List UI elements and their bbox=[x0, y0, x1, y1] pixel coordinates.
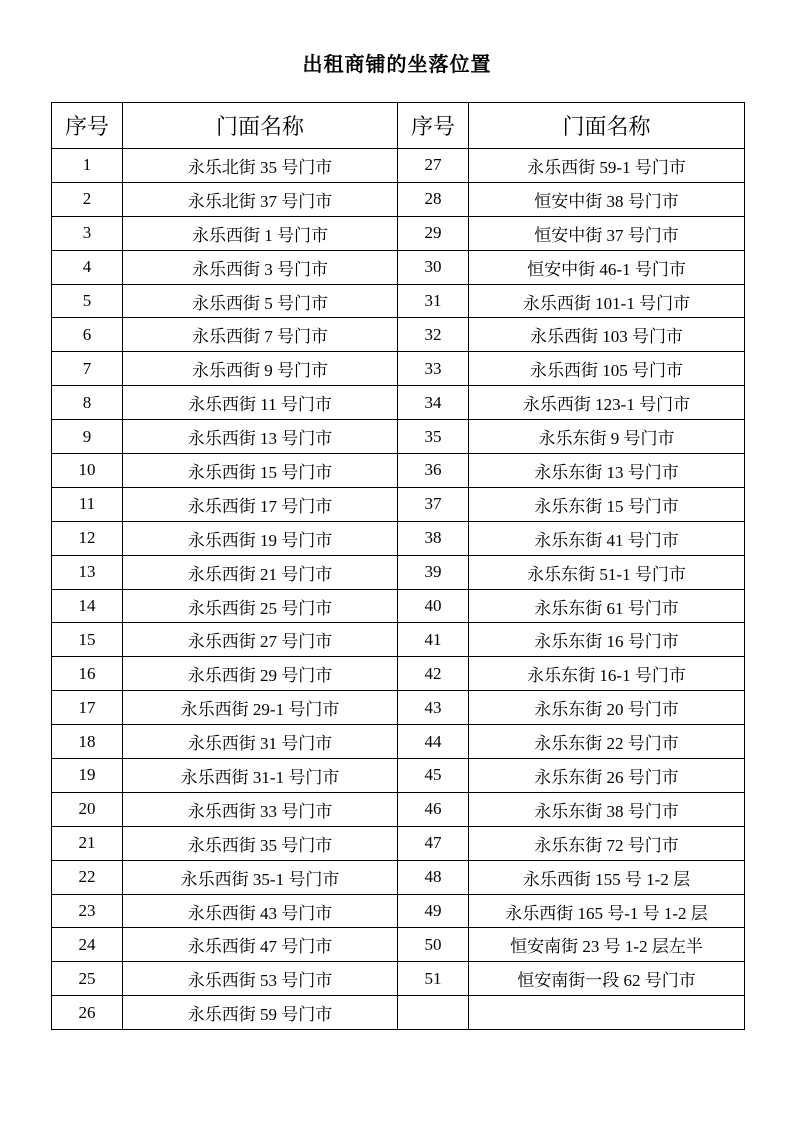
left-seq-cell: 14 bbox=[52, 589, 123, 623]
table-row bbox=[52, 182, 745, 216]
right-shop-name-cell: 永乐西街 105 号门市 bbox=[469, 352, 745, 386]
left-seq-cell: 18 bbox=[52, 725, 123, 759]
left-seq-cell: 4 bbox=[52, 250, 123, 284]
right-shop-name-cell: 永乐东街 61 号门市 bbox=[469, 589, 745, 623]
right-shop-name-cell: 永乐西街 59-1 号门市 bbox=[469, 149, 745, 183]
right-seq-cell: 32 bbox=[398, 318, 469, 352]
table-row bbox=[52, 149, 745, 183]
left-shop-name-cell: 永乐西街 21 号门市 bbox=[123, 555, 398, 589]
right-seq-cell: 30 bbox=[398, 250, 469, 284]
left-seq-cell: 22 bbox=[52, 860, 123, 894]
right-seq-cell: 49 bbox=[398, 894, 469, 928]
left-seq-cell: 6 bbox=[52, 318, 123, 352]
left-seq-cell: 23 bbox=[52, 894, 123, 928]
header-name-right: 门面名称 bbox=[469, 103, 745, 149]
left-seq-cell: 17 bbox=[52, 691, 123, 725]
left-shop-name-cell: 永乐西街 31-1 号门市 bbox=[123, 759, 398, 793]
table-row bbox=[52, 792, 745, 826]
left-shop-name-cell: 永乐西街 25 号门市 bbox=[123, 589, 398, 623]
table-row bbox=[52, 928, 745, 962]
right-seq-cell: 43 bbox=[398, 691, 469, 725]
right-shop-name-cell: 恒安南街一段 62 号门市 bbox=[469, 962, 745, 996]
left-shop-name-cell: 永乐西街 59 号门市 bbox=[123, 996, 398, 1030]
right-seq-cell: 29 bbox=[398, 216, 469, 250]
left-shop-name-cell: 永乐西街 47 号门市 bbox=[123, 928, 398, 962]
left-seq-cell: 19 bbox=[52, 759, 123, 793]
right-seq-cell: 34 bbox=[398, 386, 469, 420]
left-shop-name-cell: 永乐西街 17 号门市 bbox=[123, 487, 398, 521]
left-shop-name-cell: 永乐西街 5 号门市 bbox=[123, 284, 398, 318]
header-seq-left: 序号 bbox=[52, 103, 123, 149]
left-shop-name-cell: 永乐西街 15 号门市 bbox=[123, 454, 398, 488]
left-seq-cell: 7 bbox=[52, 352, 123, 386]
right-seq-cell: 33 bbox=[398, 352, 469, 386]
header-name-left: 门面名称 bbox=[123, 103, 398, 149]
right-shop-name-cell: 永乐东街 16 号门市 bbox=[469, 623, 745, 657]
left-seq-cell: 24 bbox=[52, 928, 123, 962]
left-seq-cell: 10 bbox=[52, 454, 123, 488]
left-seq-cell: 26 bbox=[52, 996, 123, 1030]
right-shop-name-cell: 永乐东街 26 号门市 bbox=[469, 759, 745, 793]
left-shop-name-cell: 永乐西街 43 号门市 bbox=[123, 894, 398, 928]
table-row bbox=[52, 962, 745, 996]
left-seq-cell: 13 bbox=[52, 555, 123, 589]
left-seq-cell: 11 bbox=[52, 487, 123, 521]
right-seq-cell: 37 bbox=[398, 487, 469, 521]
right-shop-name-cell: 永乐东街 38 号门市 bbox=[469, 792, 745, 826]
table-row bbox=[52, 759, 745, 793]
table-row bbox=[52, 521, 745, 555]
left-shop-name-cell: 永乐西街 33 号门市 bbox=[123, 792, 398, 826]
left-seq-cell: 8 bbox=[52, 386, 123, 420]
right-shop-name-cell: 永乐西街 101-1 号门市 bbox=[469, 284, 745, 318]
right-seq-cell: 36 bbox=[398, 454, 469, 488]
right-shop-name-cell: 永乐东街 15 号门市 bbox=[469, 487, 745, 521]
right-seq-cell: 48 bbox=[398, 860, 469, 894]
right-seq-cell: 42 bbox=[398, 657, 469, 691]
right-shop-name-cell: 永乐东街 72 号门市 bbox=[469, 826, 745, 860]
left-shop-name-cell: 永乐西街 1 号门市 bbox=[123, 216, 398, 250]
left-shop-name-cell: 永乐北街 35 号门市 bbox=[123, 149, 398, 183]
left-shop-name-cell: 永乐西街 29 号门市 bbox=[123, 657, 398, 691]
header-seq-right: 序号 bbox=[398, 103, 469, 149]
left-seq-cell: 16 bbox=[52, 657, 123, 691]
right-shop-name-cell: 恒安南街 23 号 1-2 层左半 bbox=[469, 928, 745, 962]
left-shop-name-cell: 永乐西街 27 号门市 bbox=[123, 623, 398, 657]
right-seq-cell: 28 bbox=[398, 182, 469, 216]
table-row bbox=[52, 657, 745, 691]
right-shop-name-cell: 永乐东街 51-1 号门市 bbox=[469, 555, 745, 589]
left-shop-name-cell: 永乐西街 9 号门市 bbox=[123, 352, 398, 386]
right-seq-cell: 35 bbox=[398, 420, 469, 454]
right-seq-cell: 51 bbox=[398, 962, 469, 996]
right-shop-name-cell: 永乐西街 123-1 号门市 bbox=[469, 386, 745, 420]
right-seq-cell: 47 bbox=[398, 826, 469, 860]
left-seq-cell: 12 bbox=[52, 521, 123, 555]
right-seq-cell: 27 bbox=[398, 149, 469, 183]
table-row bbox=[52, 250, 745, 284]
table-row bbox=[52, 623, 745, 657]
table-row bbox=[52, 826, 745, 860]
right-shop-name-cell: 恒安中街 46-1 号门市 bbox=[469, 250, 745, 284]
right-shop-name-cell: 永乐东街 9 号门市 bbox=[469, 420, 745, 454]
table-row bbox=[52, 216, 745, 250]
left-shop-name-cell: 永乐西街 11 号门市 bbox=[123, 386, 398, 420]
left-shop-name-cell: 永乐西街 53 号门市 bbox=[123, 962, 398, 996]
table-header-row bbox=[52, 103, 745, 149]
table-row bbox=[52, 318, 745, 352]
right-shop-name-cell: 永乐东街 41 号门市 bbox=[469, 521, 745, 555]
right-shop-name-cell: 永乐东街 16-1 号门市 bbox=[469, 657, 745, 691]
table-row bbox=[52, 487, 745, 521]
table-row bbox=[52, 996, 745, 1030]
right-seq-cell: 38 bbox=[398, 521, 469, 555]
table-row bbox=[52, 555, 745, 589]
left-seq-cell: 2 bbox=[52, 182, 123, 216]
left-seq-cell: 21 bbox=[52, 826, 123, 860]
right-shop-name-cell: 永乐西街 103 号门市 bbox=[469, 318, 745, 352]
table-row bbox=[52, 691, 745, 725]
left-seq-cell: 15 bbox=[52, 623, 123, 657]
left-seq-cell: 25 bbox=[52, 962, 123, 996]
left-shop-name-cell: 永乐西街 7 号门市 bbox=[123, 318, 398, 352]
right-seq-cell: 31 bbox=[398, 284, 469, 318]
left-shop-name-cell: 永乐西街 13 号门市 bbox=[123, 420, 398, 454]
left-shop-name-cell: 永乐西街 35 号门市 bbox=[123, 826, 398, 860]
left-shop-name-cell: 永乐西街 3 号门市 bbox=[123, 250, 398, 284]
table-row bbox=[52, 454, 745, 488]
left-seq-cell: 1 bbox=[52, 149, 123, 183]
table-row bbox=[52, 420, 745, 454]
right-shop-name-cell: 永乐东街 20 号门市 bbox=[469, 691, 745, 725]
table-row bbox=[52, 352, 745, 386]
table-row bbox=[52, 589, 745, 623]
right-shop-name-cell: 永乐东街 22 号门市 bbox=[469, 725, 745, 759]
right-shop-name-cell: 永乐西街 165 号-1 号 1-2 层 bbox=[469, 894, 745, 928]
left-seq-cell: 9 bbox=[52, 420, 123, 454]
left-shop-name-cell: 永乐西街 35-1 号门市 bbox=[123, 860, 398, 894]
right-seq-cell: 40 bbox=[398, 589, 469, 623]
right-seq-cell: 41 bbox=[398, 623, 469, 657]
table-row bbox=[52, 386, 745, 420]
table-row bbox=[52, 725, 745, 759]
right-shop-name-cell: 永乐西街 155 号 1-2 层 bbox=[469, 860, 745, 894]
right-seq-cell: 44 bbox=[398, 725, 469, 759]
right-shop-name-cell: 恒安中街 38 号门市 bbox=[469, 182, 745, 216]
right-shop-name-cell: 永乐东街 13 号门市 bbox=[469, 454, 745, 488]
table-body bbox=[52, 149, 745, 1030]
right-seq-cell: 45 bbox=[398, 759, 469, 793]
left-seq-cell: 20 bbox=[52, 792, 123, 826]
table-row bbox=[52, 284, 745, 318]
left-shop-name-cell: 永乐西街 29-1 号门市 bbox=[123, 691, 398, 725]
left-seq-cell: 3 bbox=[52, 216, 123, 250]
left-shop-name-cell: 永乐北街 37 号门市 bbox=[123, 182, 398, 216]
right-seq-cell: 46 bbox=[398, 792, 469, 826]
left-seq-cell: 5 bbox=[52, 284, 123, 318]
left-shop-name-cell: 永乐西街 19 号门市 bbox=[123, 521, 398, 555]
right-shop-name-cell bbox=[469, 996, 745, 1030]
right-seq-cell: 50 bbox=[398, 928, 469, 962]
right-seq-cell: 39 bbox=[398, 555, 469, 589]
shop-location-table bbox=[51, 102, 745, 1030]
table-row bbox=[52, 860, 745, 894]
page-title: 出租商铺的坐落位置 bbox=[302, 52, 492, 76]
left-shop-name-cell: 永乐西街 31 号门市 bbox=[123, 725, 398, 759]
right-seq-cell bbox=[398, 996, 469, 1030]
table-row bbox=[52, 894, 745, 928]
right-shop-name-cell: 恒安中街 37 号门市 bbox=[469, 216, 745, 250]
